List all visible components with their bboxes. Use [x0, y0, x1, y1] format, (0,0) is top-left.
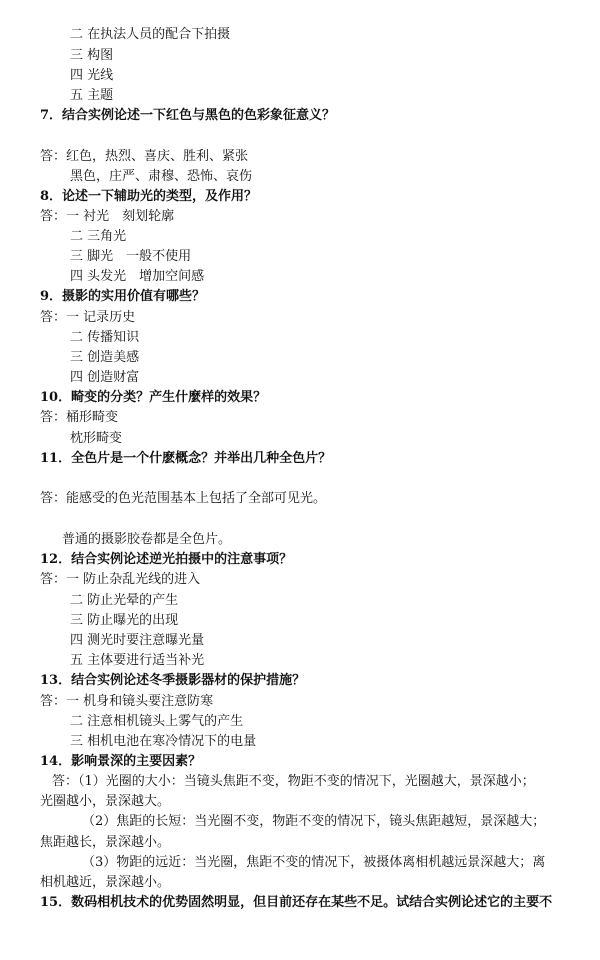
answer-line: 二 注意相机镜头上雾气的产生 — [70, 714, 244, 729]
answer-line: 枕形畸变 — [70, 431, 123, 446]
answer-line: （3）物距的远近：当光圈，焦距不变的情况下，被摄体离相机越远景深越大；离 — [82, 855, 546, 870]
answer-line: 答：（1）光圈的大小：当镜头焦距不变，物距不变的情况下，光圈越大，景深越小； — [52, 774, 535, 789]
question-heading: 15．数码相机技术的优势固然明显，但目前还存在某些不足。试结合实例论述它的主要不 — [40, 895, 553, 910]
answer-line: 四 测光时要注意曝光量 — [70, 633, 205, 648]
question-heading: 14．影响景深的主要因素？ — [40, 754, 202, 769]
question-heading: 9．摄影的实用价值有哪些？ — [40, 289, 206, 304]
question-heading: 10．畸变的分类？产生什麼样的效果？ — [40, 390, 267, 405]
answer-line: 二 在执法人员的配合下拍摄 — [70, 27, 231, 42]
question-heading: 7．结合实例论述一下红色与黑色的色彩象征意义？ — [40, 108, 336, 123]
answer-line: 三 防止曝光的出现 — [70, 613, 179, 628]
answer-line: 二 传播知识 — [70, 330, 140, 345]
answer-line: 光圈越小，景深越大。 — [40, 794, 171, 809]
answer-line: 答：一 衬光 刻划轮廓 — [40, 209, 175, 224]
question-heading: 12．结合实例论述逆光拍摄中的注意事项？ — [40, 552, 293, 567]
answer-line: 二 三角光 — [70, 229, 127, 244]
answer-line: 普通的摄影胶卷都是全色片。 — [62, 532, 232, 547]
question-heading: 13．结合实例论述冬季摄影器材的保护措施？ — [40, 673, 306, 688]
answer-line: 四 创造财富 — [70, 370, 140, 385]
answer-line: 答：红色，热烈、喜庆、胜利、紧张 — [40, 149, 249, 164]
answer-line: 答：一 记录历史 — [40, 310, 136, 325]
answer-line: 五 主体要进行适当补光 — [70, 653, 205, 668]
answer-line: （2）焦距的长短：当光圈不变，物距不变的情况下，镜头焦距越短，景深越大； — [82, 814, 546, 829]
answer-line: 四 头发光 增加空间感 — [70, 269, 205, 284]
answer-line: 答：一 防止杂乱光线的进入 — [40, 572, 201, 587]
question-heading: 8．论述一下辅助光的类型，及作用？ — [40, 189, 258, 204]
answer-line: 五 主题 — [70, 88, 114, 103]
answer-line: 三 创造美感 — [70, 350, 140, 365]
answer-line: 三 构图 — [70, 48, 114, 63]
answer-line: 二 防止光晕的产生 — [70, 593, 179, 608]
answer-line: 黑色，庄严、肃穆、恐怖、哀伤 — [70, 169, 253, 184]
answer-line: 答：一 机身和镜头要注意防寒 — [40, 694, 214, 709]
answer-line: 三 脚光 一般不使用 — [70, 249, 192, 264]
answer-line: 相机越近，景深越小。 — [40, 875, 171, 890]
answer-line: 答：桶形畸变 — [40, 410, 119, 425]
answer-line: 三 相机电池在寒冷情况下的电量 — [70, 734, 257, 749]
question-heading: 11．全色片是一个什麽概念？并举出几种全色片？ — [40, 451, 332, 466]
answer-line: 答：能感受的色光范围基本上包括了全部可见光。 — [40, 491, 327, 506]
answer-line: 焦距越长，景深越小。 — [40, 835, 171, 850]
answer-line: 四 光线 — [70, 68, 114, 83]
